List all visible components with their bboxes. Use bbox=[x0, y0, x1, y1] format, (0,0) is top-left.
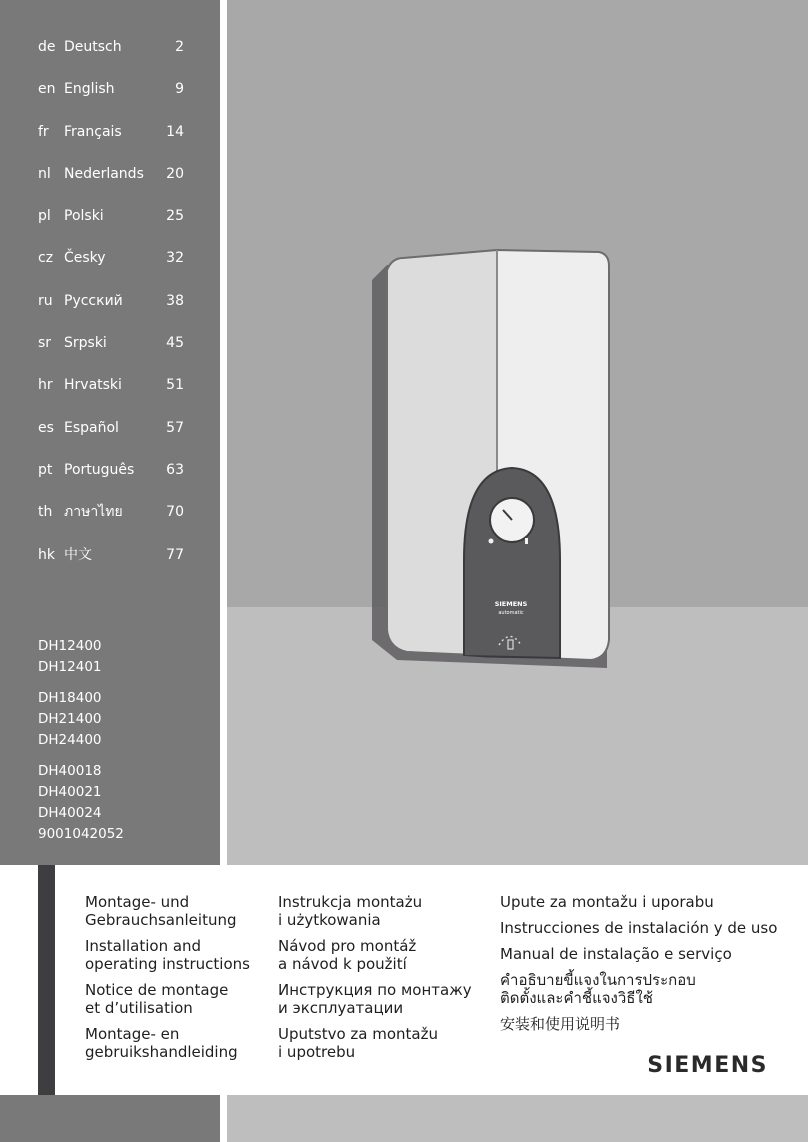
language-row bbox=[38, 543, 188, 585]
language-row bbox=[38, 458, 188, 500]
manual-title bbox=[500, 1015, 800, 1033]
language-code: pt bbox=[38, 461, 53, 478]
product-image bbox=[227, 0, 808, 865]
language-page: 32 bbox=[166, 250, 184, 267]
manual-title bbox=[85, 981, 275, 1017]
language-code: fr bbox=[38, 123, 49, 140]
language-name: Français bbox=[64, 123, 122, 140]
manual-title-line: operating instructions bbox=[85, 955, 250, 973]
model-number: DH40018 bbox=[38, 763, 102, 779]
language-page: 45 bbox=[166, 335, 184, 352]
manual-title-line: et d’utilisation bbox=[85, 999, 193, 1017]
model-number: DH40021 bbox=[38, 784, 102, 800]
manual-title bbox=[85, 937, 275, 973]
language-page: 70 bbox=[166, 504, 184, 521]
language-code: pl bbox=[38, 208, 51, 225]
language-row bbox=[38, 204, 188, 246]
language-row bbox=[38, 246, 188, 288]
language-code: hk bbox=[38, 546, 55, 563]
device-brand: SIEMENS bbox=[494, 600, 528, 608]
language-row bbox=[38, 373, 188, 415]
manual-title-line: 安装和使用说明书 bbox=[500, 1015, 621, 1033]
language-name: Polski bbox=[64, 208, 104, 225]
language-code: th bbox=[38, 504, 53, 521]
accent-bar bbox=[38, 865, 55, 1095]
model-number: DH12401 bbox=[38, 659, 102, 675]
language-code: cz bbox=[38, 250, 54, 267]
language-name: 中文 bbox=[64, 546, 92, 563]
manual-title-line: Instrukcja montażu bbox=[278, 893, 423, 911]
language-name: Nederlands bbox=[64, 165, 144, 182]
language-row bbox=[38, 35, 188, 77]
manual-title bbox=[278, 1025, 493, 1061]
manual-title-line: Gebrauchsanleitung bbox=[85, 911, 237, 929]
language-name: Deutsch bbox=[64, 39, 122, 55]
manual-title-line: a návod k použití bbox=[278, 955, 407, 973]
language-code: nl bbox=[38, 165, 51, 182]
model-number: 9001042052 bbox=[38, 826, 124, 842]
footer-left-strip bbox=[0, 1095, 220, 1142]
language-code: es bbox=[38, 419, 54, 436]
language-name: Español bbox=[64, 419, 119, 436]
language-name: ภาษาไทย bbox=[64, 504, 123, 521]
title-panel bbox=[0, 865, 808, 1095]
language-row bbox=[38, 289, 188, 331]
language-row bbox=[38, 500, 188, 542]
language-list bbox=[38, 35, 188, 585]
manual-title-line: Montage- und bbox=[85, 893, 190, 911]
model-number: DH21400 bbox=[38, 711, 102, 727]
title-column-3 bbox=[500, 893, 800, 1041]
language-page: 63 bbox=[166, 461, 184, 478]
language-name: English bbox=[64, 81, 115, 98]
manual-title bbox=[85, 893, 275, 929]
language-row bbox=[38, 162, 188, 204]
model-number: DH12400 bbox=[38, 638, 102, 654]
language-name: Srpski bbox=[64, 335, 107, 352]
language-name: Česky bbox=[64, 250, 106, 267]
language-page: 20 bbox=[166, 165, 184, 182]
model-number: DH24400 bbox=[38, 732, 102, 748]
title-column-1 bbox=[85, 893, 275, 1069]
manual-title bbox=[500, 945, 800, 963]
language-page: 14 bbox=[166, 123, 184, 140]
language-code: hr bbox=[38, 377, 53, 394]
language-page: 38 bbox=[166, 292, 184, 309]
manual-title bbox=[278, 981, 493, 1017]
model-number: DH40024 bbox=[38, 805, 102, 821]
manual-title-line: i upotrebu bbox=[278, 1043, 356, 1061]
manual-title-line: Instrucciones de instalación y de uso bbox=[500, 919, 778, 937]
manual-title-line: Notice de montage bbox=[85, 981, 229, 999]
manual-title-line: Montage- en bbox=[85, 1025, 180, 1043]
language-code: sr bbox=[38, 335, 52, 352]
model-number: DH18400 bbox=[38, 690, 102, 706]
manual-title bbox=[500, 919, 800, 937]
water-heater-illustration bbox=[227, 0, 808, 865]
manual-title-line: gebruikshandleiding bbox=[85, 1043, 238, 1061]
manual-title-line: и эксплуатации bbox=[278, 999, 404, 1017]
manual-title-line: Uputstvo za montažu bbox=[278, 1025, 438, 1043]
manual-title-line: Installation and bbox=[85, 937, 202, 955]
language-page: 51 bbox=[166, 377, 184, 394]
manual-title bbox=[85, 1025, 275, 1061]
manual-title-line: ติดตั้งและคำชี้แจงวิธีใช้ bbox=[500, 989, 653, 1007]
language-page: 77 bbox=[166, 546, 184, 563]
language-row bbox=[38, 77, 188, 119]
language-row bbox=[38, 331, 188, 373]
language-page: 2 bbox=[175, 39, 184, 55]
language-name: Hrvatski bbox=[64, 377, 122, 394]
language-page: 25 bbox=[166, 208, 184, 225]
language-page: 57 bbox=[166, 419, 184, 436]
footer-right-strip bbox=[227, 1095, 808, 1142]
manual-title-line: Инструкция по монтажу bbox=[278, 981, 472, 999]
manual-title bbox=[278, 937, 493, 973]
manual-title-line: Manual de instalação e serviço bbox=[500, 945, 732, 963]
manual-title-line: Návod pro montáž bbox=[278, 937, 417, 955]
manual-title bbox=[278, 893, 493, 929]
language-code: en bbox=[38, 81, 56, 98]
language-page: 9 bbox=[175, 81, 184, 98]
model-list bbox=[38, 636, 124, 845]
brand-logo: SIEMENS bbox=[647, 1053, 768, 1078]
title-column-2 bbox=[278, 893, 493, 1069]
model-group bbox=[38, 688, 124, 751]
model-group bbox=[38, 761, 124, 845]
device-label: automatic bbox=[498, 610, 524, 616]
manual-title-line: Upute za montažu i uporabu bbox=[500, 893, 714, 911]
language-code: ru bbox=[38, 292, 53, 309]
model-group bbox=[38, 636, 124, 678]
sidebar bbox=[0, 0, 220, 865]
manual-title-line: คำอธิบายขี้แจงในการประกอบ bbox=[500, 971, 696, 989]
language-name: Русский bbox=[64, 292, 123, 309]
language-row bbox=[38, 120, 188, 162]
manual-title-line: i użytkowania bbox=[278, 911, 381, 929]
language-code: de bbox=[38, 39, 56, 55]
language-name: Português bbox=[64, 461, 135, 478]
language-row bbox=[38, 416, 188, 458]
manual-title bbox=[500, 893, 800, 911]
manual-title bbox=[500, 971, 800, 1007]
